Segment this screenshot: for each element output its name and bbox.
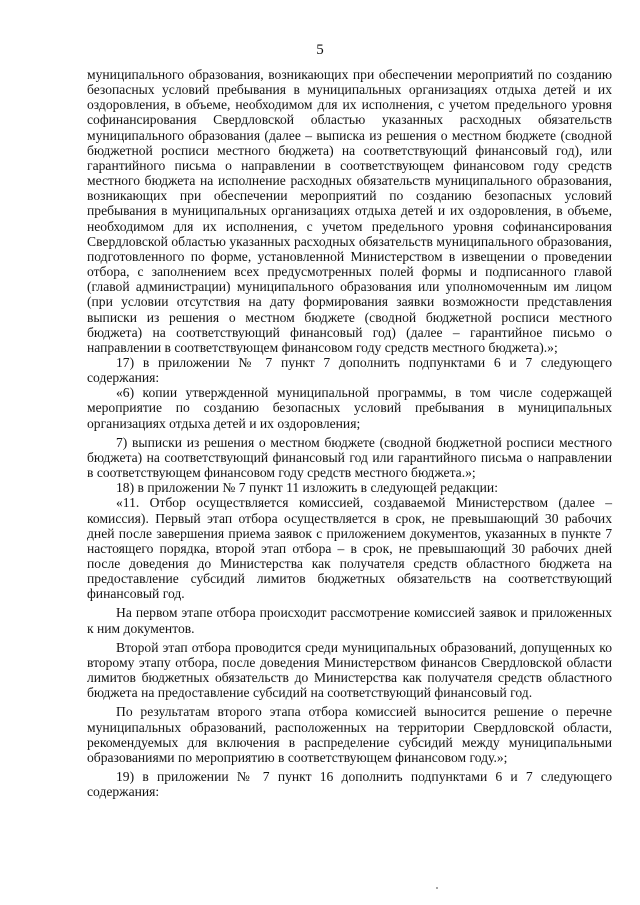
paragraph-second-stage: Второй этап отбора проводится среди муниципальных образований, допущенных ко второму этапу отбора, после доведения Министерством финансов Свердловской области лимитов бюджетных обязательств до Министерства как получателя средств областного бюджета на предоставление субсидий на соответствующий финансовый год. (87, 639, 612, 701)
paragraph-item-18: 18) в приложении № 7 пункт 11 изложить в следующей редакции: (116, 480, 498, 496)
document-body (87, 67, 612, 799)
paragraph-subitem-7: 7) выписки из решения о местном бюджете (сводной бюджетной росписи местного бюджета) на соответствующий финансовый год или гарантийного письма о направлении в соответствующем финансовом году средств местного бюджета.»; (87, 434, 612, 481)
paragraph-item-19: 19) в приложении № 7 пункт 16 дополнить подпунктами 6 и 7 следующего содержания: (87, 769, 612, 800)
paragraph-item-17: 17) в приложении № 7 пункт 7 дополнить подпунктами 6 и 7 следующего содержания: (87, 354, 612, 386)
paragraph-clause-11: «11. Отбор осуществляется комиссией, создаваемой Министерством (далее – комиссия). Первый этап отбора осуществляется в срок, не превышающий 30 рабочих дней после завершения приема заявок с приложением документов, указанных в пункте 7 настоящего порядка, второй этап отбора – в срок, не превышающий 30 рабочих дней после доведения до Министерства как получателя средств областного бюджета на предоставление субсидий лимитов бюджетных обязательств на соответствующий финансовый год. (87, 495, 612, 602)
paragraph-results: По результатам второго этапа отбора комиссией выносится решение о перечне муниципальных образований, расположенных на территории Свердловской области, рекомендуемых для включения в распределение субсидий между муниципальными образованиями по мероприятию в соответствующем финансовом году.»; (87, 704, 612, 765)
paragraph-subitem-6: «6) копии утвержденной муниципальной программы, в том числе содержащей мероприятие по созданию безопасных условий пребывания в муниципальных организациях отдыха детей и их оздоровления; (87, 385, 612, 431)
paragraph-first-stage: На первом этапе отбора происходит рассмотрение комиссией заявок и приложенных к ним документов. (87, 605, 612, 636)
page-number: 5 (316, 42, 324, 58)
paragraph-continuation: муниципального образования, возникающих при обеспечении мероприятий по созданию безопасных условий пребывания в муниципальных организациях отдыха детей и их оздоровления, в объеме, необходимом для их исполнения, с учетом предельного уровня софинансирования Свердловской областью указанных расходных обязательств муниципального образования (далее – выписка из решения о местном бюджете (сводной бюджетной росписи местного бюджета) на соответствующий финансовый год), или гарантийного письма о направлении в соответствующем финансовом году средств местного бюджета на исполнение расходных обязательств муниципального образования, возникающих при обеспечении мероприятий по созданию безопасных условий пребывания в муниципальных организациях отдыха детей и их оздоровления, в объеме, необходимом для их исполнения, с учетом предельного уровня софинансирования Свердловской областью указанных расходных обязательств муниципального образования, подготовленного по форме, установленной Министерством в извещении о проведении отбора, с заполнением всех предусмотренных полей формы и подписанного главой (главой администрации) муниципального образования или уполномоченным им лицом (при условии отсутствия на дату формирования заявки возможности представления выписки из решения о местном бюджете (сводной бюджетной росписи местного бюджета) на соответствующий финансовый год) (далее – гарантийное письмо о направлении в соответствующем финансовом году средств местного бюджета).»; (87, 67, 612, 355)
scan-speck (436, 887, 438, 889)
